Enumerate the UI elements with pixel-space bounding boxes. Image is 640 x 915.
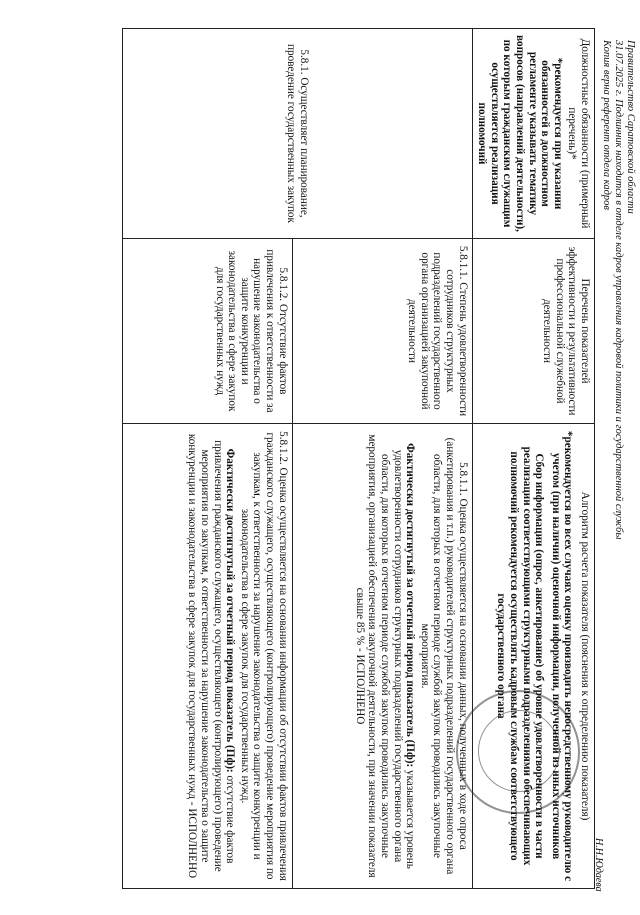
header-algorithm-cell xyxy=(472,424,594,889)
indicator-cell xyxy=(122,239,292,424)
indicators-table xyxy=(122,28,595,889)
algorithm-cell xyxy=(122,424,292,889)
header-indicators-title: Перечень показателей эффективности и результативности профессиональной служебной деятельности xyxy=(541,246,591,416)
table-header-row xyxy=(472,29,594,889)
certification-note-line-3: Копия верна референт отдела кадров xyxy=(601,40,612,210)
header-algorithm-note-1: *рекомендуется во всех случаях оценку производить непосредственному руководителю с учетом (при наличии) оценочной информации, полученной из иных источников xyxy=(549,430,575,882)
indicator-text: 5.8.1.1. Степень удовлетворенности сотрудников структурных подразделений государственного органа организацией закупочной деятельности xyxy=(406,245,469,417)
certification-note-line-1: Правительство Саратовской области xyxy=(625,40,636,214)
header-duties-note: *рекомендуется при указании обязанностей в должностном регламенте указывать тематику вопросов (направлений деятельности), по которым гражданским служащим осуществляется реализация полномочий xyxy=(476,35,564,232)
result-text: ИСПОЛНЕНО xyxy=(186,808,199,879)
indicator-cell xyxy=(292,239,472,424)
duty-cell xyxy=(122,29,472,239)
header-indicators-cell xyxy=(472,239,594,424)
signature-name: Н.Н.Юдаева xyxy=(593,838,604,892)
header-duties-cell xyxy=(472,29,594,239)
algorithm-text: 5.8.1.2. Оценка осуществляется на основании информации об отсутствии фактов привлечения гражданского служащего, осуществляющего (контролирующего) проведение мероприятия по закупкам, к ответственности за нарушение законодательства о защите конкуренции и законодательства в сфере закупок для государственных нужд. xyxy=(238,431,289,881)
fact-text: отсутствие фактов привлечения гражданского служащего, осуществляющего (контролирующего) проведение мероприятия по закупкам, к ответственности за нарушение законодательства о защите конкуренции и законодательства в сфере закупок для государственных нужд - xyxy=(186,433,237,872)
header-duties-title: Должностные обязанности (примерный перечень)* xyxy=(566,38,591,229)
fact-block xyxy=(353,429,416,883)
algorithm-text: 5.8.1.1. Оценка осуществляется на основании данных, полученных в ходе опроса (анкетирования и т.п.) руководителей структурных подразделений государственного органа области, для которых в отчетном периоде службой закупок проводились закупочные мероприятия. xyxy=(418,437,469,875)
algorithm-cell xyxy=(292,424,472,889)
header-algorithm-note-2: Сбор информации (опрос, анкетирование) об уровне удовлетворенности в части реализации соответствующими структурными подразделениями обеспечивающих полномочий рекомендуется осуществлять кадровым службам соответствующего государственного органа xyxy=(495,446,546,866)
fact-text: указывается уровень удовлетворенности сотрудников структурных подразделений государственного органа области, для которых в отчетном периоде службой закупок проводились закупочные мероприятия, организацией обеспечения закупочной деятельности, при значении показателя свыше 85 % - xyxy=(353,434,417,878)
fact-label: Фактически достигнутый за отчетный период показатель (Пф): xyxy=(404,443,417,768)
result-text: ИСПОЛНЕНО xyxy=(353,654,366,725)
fact-block xyxy=(186,429,236,883)
indicator-text: 5.8.1.2. Отсутствие фактов привлечения к ответственности за нарушение законодательства о защите конкуренции и законодательства в сфере закупок для государственных нужд xyxy=(213,249,289,413)
header-algorithm-title: Алгоритм расчета показателя (пояснения к определению показателя) xyxy=(579,491,591,821)
table-row xyxy=(292,29,472,889)
fact-label: Фактически достигнутый за отчетный период показатель (Пф): xyxy=(224,448,237,773)
duty-text: 5.8.1. Осуществляет планирование, проведение государственных закупок xyxy=(285,44,310,223)
certification-note-line-2: 31.07.2025 г. Подлинник находится в отделе кадров управления кадровой политики и государственной службы xyxy=(613,40,624,540)
